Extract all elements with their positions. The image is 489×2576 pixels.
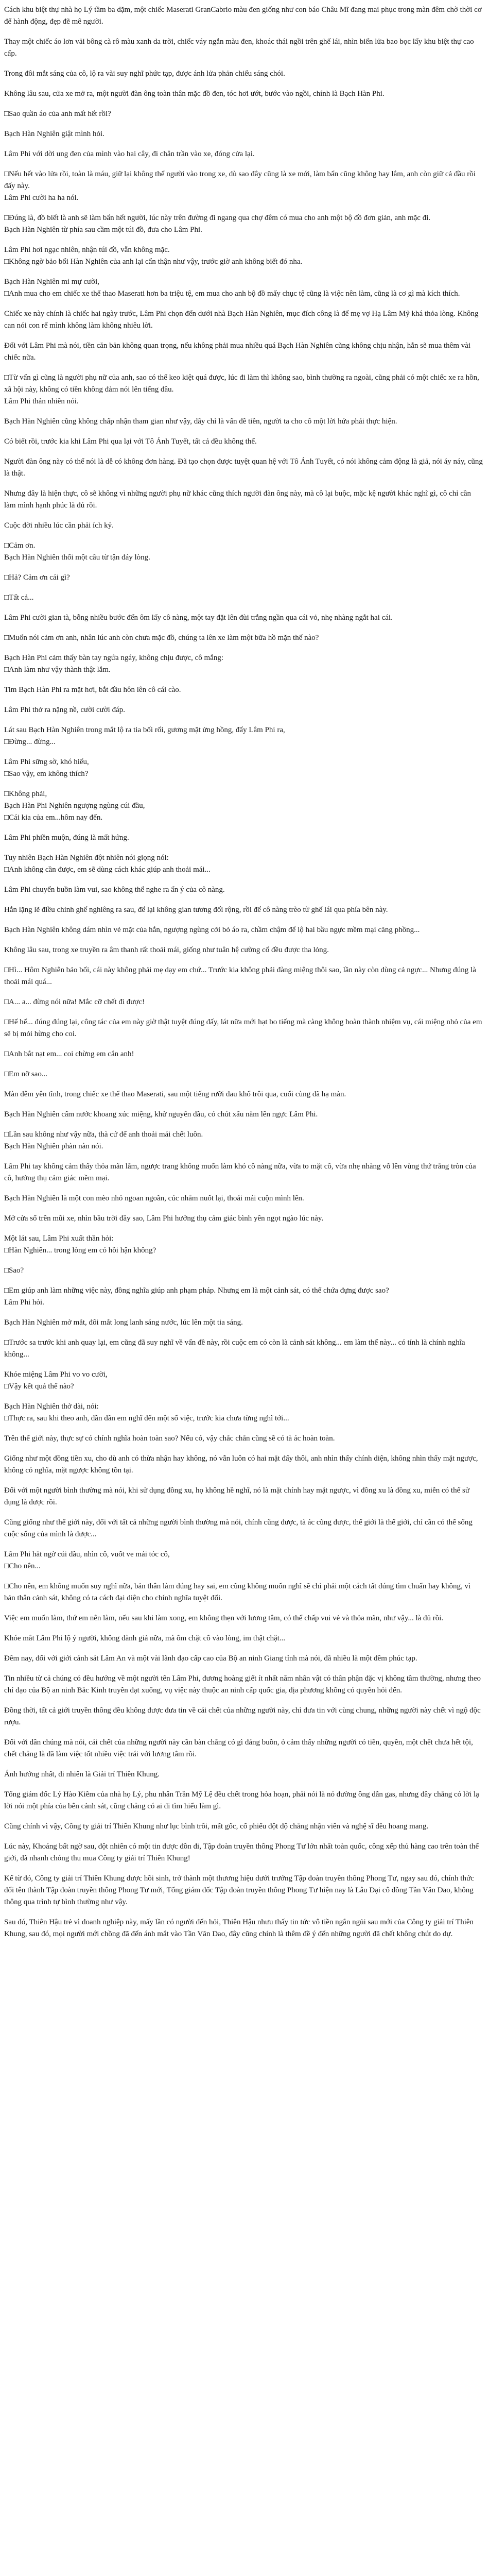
- paragraph: Ánh hướng nhất, đi nhiên là Giải trí Thiên Khung.: [4, 1770, 160, 1778]
- paragraph: Sau đó, Thiên Hậu trẻ vì doanh nghiệp này, mấy lần có người đến hỏi, Thiên Hậu nhưu thấy tin tức vô tiền ngắn ngủi sau mới của Công ty giải trí Thiên Khung, sau đó, mọi người mới chồng đã đến ánh mắt vào Tần Văn Dao, đây cũng chính là thêm đề ý đến những người đã chết không chút do dự.: [4, 1918, 476, 1938]
- paragraph: Lâm Phi sững sờ, khó hiểu, □Sao vậy, em không thích?: [4, 758, 89, 778]
- paragraph: □Hả? Cảm ơn cái gì?: [4, 573, 70, 582]
- paragraph: Không lâu sau, trong xe truyền ra âm thanh rất thoải mái, giống như tuân hệ cường cổ đều được tha lỏng.: [4, 946, 329, 954]
- paragraph: Đối với dân chúng mà nói, cái chết của những người này cần bàn chẳng có gì đáng buồn, ỏ cảm thấy những người có tiền, quyền, một chết chưa hết tội, chết chẳng là đã làm việc tốt nhiều việc trái với lương tâm rồi.: [4, 1738, 475, 1758]
- paragraph: Bạch Hàn Phi cảm thấy bàn tay ngứa ngáy, không chịu được, cô mắng: □Anh làm như vậy thành thật lắm.: [4, 654, 224, 674]
- paragraph: Tuy nhiên Bạch Hàn Nghiên đột nhiên nói giọng nói: □Anh không cần được, em sẽ dùng cách khác giúp anh thoải mái...: [4, 854, 211, 874]
- paragraph: □Em nỡ sao...: [4, 1070, 48, 1078]
- paragraph: Giống như một đồng tiền xu, cho dù anh có thừa nhận hay không, nó vẫn luôn có hai mặt đấy thôi, anh nhìn thấy chính diện, không nhìn thấy mặt ngược, không có nghĩa, mặt ngược không tồn tại.: [4, 1454, 480, 1475]
- paragraph: □Cảm ơn. Bạch Hàn Nghiên thổi một câu từ tận đáy lòng.: [4, 541, 150, 562]
- paragraph: Người đàn ông này có thể nói là dễ có không đơn hàng. Đã tạo chọn được tuyệt quan hệ với Tô Ánh Tuyết, có nói không cảm động là giả, nói áy náy, cũng là thật.: [4, 457, 485, 478]
- paragraph: □Hế hế... đúng đúng lại, công tác của em này giờ thật tuyệt đúng đấy, lát nữa mới hạt bo tiếng mà càng không hoàn thành nhiệm vụ, cái miệng nhỏ của em sẽ bị mỏi hừng cho coi.: [4, 1018, 484, 1038]
- paragraph: Cũng chính vì vậy, Công ty giải trí Thiên Khung như lục bình trôi, mất gốc, cổ phiếu đột độ chẳng nhận viên và nghệ sĩ đều hoang mang.: [4, 1822, 429, 1831]
- paragraph: Lát sau Bạch Hàn Nghiên trong mắt lộ ra tia bối rối, gương mặt ửng hồng, đẩy Lâm Phi ra, □Đừng... đừng...: [4, 726, 285, 746]
- paragraph: □Anh bắt nạt em... coi chừng em cắn anh!: [4, 1050, 134, 1058]
- paragraph: Bạch Hàn Nghiên là một con mèo nhỏ ngoan ngoãn, cúc nhắm nuốt lại, thoải mái cuộn mình lên.: [4, 1194, 304, 1202]
- paragraph: Tổng giám đốc Lý Hào Kiềm của nhà họ Lý, phu nhân Trần Mỹ Lệ đều chết trong hỏa hoạn, phải nói là nó đường ông dẫn gas, nhưng đây chẳng có lời lạ lời nói một phía của bên cảnh sát, cũng chẳng có ai đi tìm hiểu làm gì.: [4, 1790, 481, 1810]
- paragraph: □Hì... Hôm Nghiên bảo bối, cái này không phải mẹ dạy em chứ... Trước kia không phải đàng miệng thôi sao, lần này còn dùng cả ngực... Nhưng đúng là thoải mái quá...: [4, 966, 478, 986]
- paragraph: Chiếc xe này chính là chiếc hai ngày trước, Lâm Phi chọn đến dưới nhà Bạch Hàn Nghiên, mục đích công là để mẹ vợ Hạ Lâm Mỹ khá thỏa lòng. Không can nói con rể mình không làm không nhiêu lời.: [4, 310, 481, 330]
- paragraph: □Từ vấn gì cũng là người phụ nữ của anh, sao có thể keo kiệt quá được, lúc đi làm thì không sao, bình thường ra ngoài, cũng phải có một chiếc xe ra hồn, xã hội này, không có tiền không đảm nói lên tiếng đâu. Lâm Phi thản nhiên nói.: [4, 374, 479, 405]
- paragraph: Lâm Phi hắt ngờ cúi đầu, nhìn cô, vuốt ve mái tóc cô, □Cho nên...: [4, 1550, 170, 1570]
- paragraph: Đối với Lâm Phi mà nói, tiền căn bản không quan trọng, nếu không phải mua nhiều quá Bạch Hàn Nghiên cũng không chịu nhận, hắn sẽ mua thêm vài chiếc nữa.: [4, 342, 473, 362]
- paragraph: Bạch Hàn Nghiên cũng không chấp nhận tham gian như vậy, dây chỉ là vấn đề tiền, người ta cho cô một lời hứa phải thực hiện.: [4, 417, 397, 426]
- paragraph: Cách khu biệt thự nhà họ Lý tầm ba dặm, một chiếc Maserati GranCabrio màu đen giống như con báo Châu Mĩ đang mai phục trong màn đêm chờ thời cơ để hành động, đẹp đẽ mê người.: [4, 6, 484, 26]
- paragraph: □Đúng là, đồ biết là anh sẽ làm bẩn hết người, lúc này trên đường đi ngang qua chợ đêm có mua cho anh một bộ đồ đơn giản, anh mặc đi. Bạch Hàn Nghiên từ phía sau cầm một túi đồ, đưa cho Lâm Phi.: [4, 214, 431, 234]
- paragraph: Màn đêm yên tĩnh, trong chiếc xe thể thao Maserati, sau một tiếng rưỡi đau khổ trôi qua, cuối cùng đã hạ màn.: [4, 1090, 346, 1098]
- paragraph: Tin nhiều từ cả chúng có đều hướng về một người tên Lâm Phi, đương hoàng giết ít nhất năm nhân vật có thân phận đặc vị không tầm thường, nhưng theo chỉ đạo của Bộ an ninh Bắc Kinh truyền đạt xuống, vụ việc này thuộc an ninh cấp quốc gia, địa phương không có quyền hỏi đến.: [4, 1674, 483, 1694]
- paragraph: □Lần sau không như vậy nữa, thà cứ để anh thoải mái chết luôn. Bạch Hàn Nghiên phàn nàn nói.: [4, 1130, 203, 1150]
- paragraph: □Nếu hết vào lửa rồi, toàn là máu, giữ lại không thể người vào trong xe, dù sao đây cũng là xe mới, làm bẩn cũng không hay lắm, anh còn giữ cả đầu rồi đấy này. Lâm Phi cười ha ha nói.: [4, 170, 476, 202]
- paragraph: Việc em muốn làm, thứ em nên làm, nếu sau khi làm xong, em không thẹn với lương tâm, có thể chấp vui vẻ và thỏa mãn, như vậy... là đủ rồi.: [4, 1614, 444, 1622]
- paragraph: Khóe miệng Lâm Phi vo vo cười, □Vậy kết quả thế nào?: [4, 1370, 108, 1391]
- paragraph: Trong đôi mắt sáng của cô, lộ ra vài suy nghĩ phức tạp, được ánh lửa phản chiếu sáng chói.: [4, 70, 285, 78]
- paragraph: □Cho nên, em không muốn suy nghĩ nữa, bản thân làm đúng hay sai, em cũng không muốn nghĩ sẽ chỉ phải một cách tất đúng tìm chuẩn hay không, vì bản thân cảnh sát, không có ta cách đại diện cho chính nghĩa tuyệt đối.: [4, 1582, 473, 1602]
- paragraph: Một lát sau, Lâm Phi xuất thần hỏi: □Hàn Nghiên... trong lòng em có hồi hận không?: [4, 1234, 156, 1255]
- paragraph: Tim Bạch Hàn Phi ra mặt hơi, bắt đầu hôn lên cô cái cào.: [4, 686, 181, 694]
- paragraph: Nhưng đây là hiện thực, cô sẽ không vì những người phụ nữ khác cũng thích người đàn ông này, mà cô lại buộc, mặc kệ người khác nghĩ gì, cô chỉ cần làm mình hạnh phúc là đủ rồi.: [4, 489, 473, 510]
- paragraph: Bạch Hàn Nghiên không dám nhìn vẻ mặt của hắn, ngượng ngùng cởi bỏ áo ra, chầm chậm để lộ hai bầu ngực mềm mại căng phồng...: [4, 926, 420, 934]
- paragraph: Thay một chiếc áo lơn vải bông cà rô màu xanh da trời, chiếc váy ngắn màu đen, khoác thái ngồi trên ghế lái, nhìn biến lửa bao bọc lấy khu biệt thự cao cấp.: [4, 38, 476, 58]
- paragraph: Lâm Phi tay không cảm thấy thỏa mãn lắm, ngược trang không muốn làm khó cô nàng nữa, vừa to mặt cô, vừa nhẹ nhàng vỗ lên vùng thứ trắng tròn của cô, hưởng thụ cảm giác mềm mại.: [4, 1162, 478, 1182]
- paragraph: Bạch Hàn Nghiên cẩm nước khoang xúc miệng, khử nguyên đầu, có chút xấu nằm lên ngực Lâm Phi.: [4, 1110, 318, 1118]
- paragraph: Lâm Phi hơi ngạc nhiên, nhận túi đồ, vẫn không mặc. □Không ngờ bảo bối Hàn Nghiên của anh lại cẩn thận như vậy, trước giờ anh không biết đó nha.: [4, 246, 303, 266]
- paragraph: Bạch Hàn Nghiên mỉ mự cười, □Anh mua cho em chiếc xe thể thao Maserati hơn ba triệu tệ, em mua cho anh bộ đồ mấy chục tệ cũng là việc nên làm, cũng là cơ gì mà kích thích.: [4, 278, 460, 298]
- paragraph: Hắn lặng lẽ điều chỉnh ghế nghiêng ra sau, để lại không gian tương đối rộng, rồi để cô nàng trèo từ ghế lái qua phía bên này.: [4, 906, 388, 914]
- paragraph: Đồng thời, tất cả giới truyền thông đều không được đưa tin về cái chết của những người này, chỉ đưa tin với cùng chung, những người này chết vì ngộ độc rượu.: [4, 1706, 483, 1726]
- paragraph: □A... a... đừng nói nữa! Mắc cỡ chết đi được!: [4, 998, 145, 1006]
- paragraph: □Sao quần áo của anh mất hết rồi?: [4, 110, 111, 118]
- paragraph: Đêm nay, đối với giới cảnh sát Lâm An và một vài lãnh đạo cấp cao của Bộ an ninh Giang tỉnh mà nói, đã nhiều là một đêm phúc tạp.: [4, 1654, 417, 1663]
- paragraph: □Trước sa trước khi anh quay lại, em cũng đã suy nghĩ về vấn đề này, rồi cuộc em có còn là cảnh sát không... em làm thế này... có tính là chính nghĩa không...: [4, 1338, 467, 1359]
- paragraph: Lâm Phi phiền muộn, đúng là mất hứng.: [4, 834, 129, 842]
- paragraph: Bạch Hàn Nghiên thở dài, nói: □Thực ra, sau khi theo anh, dần dần em nghĩ đến một số việc, trước kia chưa từng nghĩ tới...: [4, 1402, 289, 1422]
- paragraph: Mở cửa số trên mũi xe, nhìn bầu trời đầy sao, Lâm Phi hưởng thụ cảm giác bình yên ngọt ngào lúc này.: [4, 1214, 324, 1223]
- paragraph: Không lâu sau, cửa xe mở ra, một người đàn ông toàn thân mặc đồ đen, tóc hơi ướt, bước vào ngồi, chính là Bạch Hàn Phi.: [4, 90, 385, 98]
- paragraph: Lâm Phi thở ra nặng nề, cười cười đáp.: [4, 706, 125, 714]
- paragraph: □Sao?: [4, 1266, 24, 1275]
- paragraph: Đối với một người bình thường mà nói, khi sử dụng đồng xu, họ không hề nghĩ, nó là mặt chính hay mặt ngược, vì đồng xu là đồng xu, miễn có thể sử dụng là được rồi.: [4, 1486, 471, 1506]
- paragraph: Cuộc đời nhiều lúc cần phải ích kỷ.: [4, 521, 114, 530]
- paragraph: Kể từ đó, Công ty giải trí Thiên Khung được hồi sinh, trở thành một thương hiệu dưới trướng Tập đoàn truyền thông Phong Tư, ngay sau đó, chính thức đổi tên thành Tập đoàn truyền thông Phong Tư mới, Tổng giám đốc Tập đoàn truyền thông Phong Tư hiện nay là Lâu Đại cô đồng Tần Văn Dao, không thông qua trình tự bình thường như vậy.: [4, 1874, 476, 1906]
- paragraph: Có biết rồi, trước kia khi Lâm Phi qua lại với Tô Ánh Tuyết, tất cả đều không thể.: [4, 437, 257, 446]
- paragraph: Bạch Hàn Nghiên mở mắt, đôi mắt long lanh sáng nước, lúc lên một tia sáng.: [4, 1318, 243, 1327]
- paragraph: Lúc này, Khoáng bất ngờ sau, đột nhiên có một tin được đồn đi, Tập đoàn truyền thông Phong Tư lớn nhất toàn quốc, công xếp thủ hàng cao trên toàn thế giới, đã nhanh chóng thu mua Công ty giải trí Thiên Khung!: [4, 1842, 481, 1862]
- paragraph: Trên thế giới này, thực sự có chính nghĩa hoàn toàn sao? Nếu có, vậy chắc chắn cũng sẽ có tà ác hoàn toàn.: [4, 1434, 335, 1443]
- paragraph: Cũng giống như thế giới này, đối với tất cả những người bình thường mà nói, chính cũng được, tà ác cũng được, thế giới là thế giới, chỉ cần có thể sống cuộc sống của mình là được...: [4, 1518, 475, 1538]
- paragraph: Lâm Phi cười gian tà, bỗng nhiều bước đến ôm lấy cô nàng, một tay đặt lên đùi trắng ngần qua cái vỏ, nhẹ nhàng ngắt hai cái.: [4, 614, 393, 622]
- paragraph: Khóe mắt Lâm Phi lộ ý người, không đành giả nữa, mà ôm chặt cô vào lòng, im thật chặt...: [4, 1634, 286, 1642]
- paragraph: Lâm Phi với dời ung đen của mình vào hai cây, đi chẳn trần vào xe, đóng cửa lại.: [4, 150, 255, 158]
- paragraph: Bạch Hàn Nghiên giật mình hỏi.: [4, 130, 104, 138]
- paragraph: □Tất cả...: [4, 594, 34, 602]
- paragraph: □Muốn nói cảm ơn anh, nhân lúc anh còn chưa mặc đồ, chúng ta lên xe làm một bữa hồ mặn thế nào?: [4, 634, 319, 642]
- paragraph: □Không phải, Bạch Hàn Phi Nghiên ngượng ngùng cúi đầu, □Cái kia của em...hôm nay đến.: [4, 790, 145, 822]
- article-body: [4, 4, 483, 1948]
- paragraph: □Em giúp anh làm những việc này, đồng nghĩa giúp anh phạm pháp. Nhưng em là một cảnh sát, có thể chứa đựng được sao? Lâm Phi hỏi.: [4, 1286, 389, 1307]
- paragraph: Lâm Phi chuyển buồn làm vui, sao không thể nghe ra ẩn ý của cô nàng.: [4, 886, 225, 894]
